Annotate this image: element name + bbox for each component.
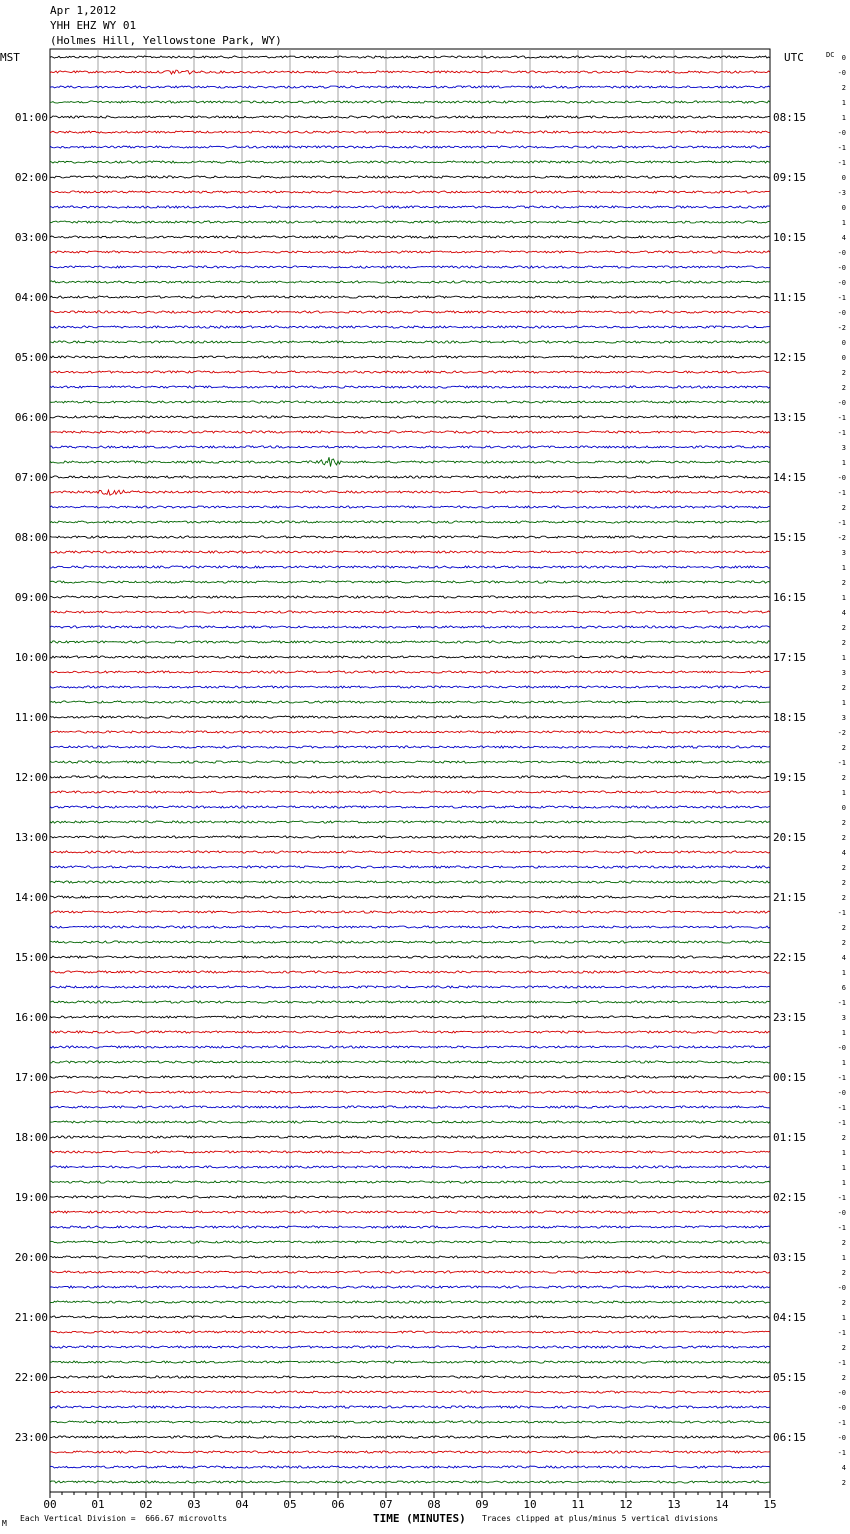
seismic-trace: [50, 1091, 770, 1093]
seismic-trace: [50, 131, 770, 133]
dc-offset-label: 1: [841, 594, 846, 602]
dc-offset-label: -1: [837, 1359, 846, 1367]
seismic-trace: [50, 716, 770, 718]
seismic-trace: [50, 1451, 770, 1453]
dc-offset-label: -1: [837, 414, 846, 422]
dc-offset-label: 1: [841, 99, 846, 107]
left-hour-label: 01:00: [14, 111, 48, 124]
right-hour-label: 10:15: [773, 231, 807, 244]
right-timezone-label: UTC: [784, 51, 804, 64]
left-hour-label: 12:00: [14, 771, 48, 784]
left-hour-label: 17:00: [14, 1071, 48, 1084]
x-tick-label: 11: [571, 1498, 585, 1511]
right-hour-label: 13:15: [773, 411, 807, 424]
right-hour-label: 09:15: [773, 171, 807, 184]
left-hour-label: 10:00: [14, 651, 48, 664]
dc-offset-label: -1: [837, 1194, 846, 1202]
seismic-trace: [50, 1016, 770, 1018]
right-hour-label: 19:15: [773, 771, 807, 784]
left-hour-label: 20:00: [14, 1251, 48, 1264]
seismic-trace: [50, 791, 770, 793]
left-hour-label: 06:00: [14, 411, 48, 424]
left-hour-label: 23:00: [14, 1431, 48, 1444]
dc-offset-label: 2: [841, 864, 846, 872]
seismic-trace: [50, 746, 770, 748]
dc-offset-label: 4: [841, 1464, 846, 1472]
seismic-trace: [50, 506, 770, 508]
seismic-trace: [50, 581, 770, 583]
seismic-trace: [50, 1211, 770, 1213]
dc-offset-label: -1: [837, 1224, 846, 1232]
dc-offset-label: 4: [841, 609, 846, 617]
dc-offset-label: -0: [837, 1404, 846, 1412]
x-tick-label: 05: [283, 1498, 297, 1511]
right-hour-label: 02:15: [773, 1191, 807, 1204]
left-hour-label: 15:00: [14, 951, 48, 964]
dc-offset-label: -0: [837, 1209, 846, 1217]
seismic-trace: [50, 656, 770, 658]
dc-offset-label: 3: [841, 444, 846, 452]
dc-offset-label: 0: [841, 804, 846, 812]
seismic-trace: [50, 701, 770, 703]
seismic-trace: [50, 971, 770, 973]
left-hour-label: 04:00: [14, 291, 48, 304]
seismic-trace: [50, 1406, 770, 1408]
x-axis-title: TIME (MINUTES): [373, 1512, 466, 1525]
dc-offset-label: -2: [837, 534, 846, 542]
seismic-trace: [50, 416, 770, 418]
seismic-trace: [50, 821, 770, 823]
dc-offset-label: 2: [841, 1479, 846, 1487]
dc-offset-label: -0: [837, 264, 846, 272]
seismic-trace: [50, 221, 770, 223]
seismic-trace: [50, 56, 770, 58]
seismic-trace: [50, 1001, 770, 1003]
seismic-trace: [50, 431, 770, 433]
dc-offset-label: 2: [841, 1344, 846, 1352]
right-hour-label: 04:15: [773, 1311, 807, 1324]
seismic-trace: [50, 521, 770, 523]
seismic-trace: [50, 941, 770, 943]
dc-offset-label: 2: [841, 624, 846, 632]
seismic-trace: [50, 86, 770, 88]
dc-offset-label: 1: [841, 219, 846, 227]
right-hour-label: 17:15: [773, 651, 807, 664]
dc-offset-label: -1: [837, 429, 846, 437]
dc-offset-label: 0: [841, 174, 846, 182]
right-hour-label: 12:15: [773, 351, 807, 364]
dc-offset-label: 2: [841, 1269, 846, 1277]
dc-offset-label: 3: [841, 714, 846, 722]
right-hour-label: 14:15: [773, 471, 807, 484]
dc-offset-label: 6: [841, 984, 846, 992]
x-tick-label: 15: [763, 1498, 777, 1511]
seismic-trace: [50, 1346, 770, 1348]
seismic-trace: [50, 1166, 770, 1168]
dc-offset-label: -1: [837, 1119, 846, 1127]
seismic-trace: [50, 881, 770, 883]
seismic-trace: [50, 1376, 770, 1378]
scale-note: Each Vertical Division = 666.67 microvolts: [20, 1514, 228, 1523]
right-hour-label: 08:15: [773, 111, 807, 124]
seismic-trace: [50, 341, 770, 343]
dc-offset-label: 3: [841, 669, 846, 677]
seismic-trace: [50, 986, 770, 988]
seismic-trace: [50, 281, 770, 283]
left-hour-label: 07:00: [14, 471, 48, 484]
dc-offset-label: -0: [837, 1389, 846, 1397]
seismic-trace: [50, 1361, 770, 1363]
seismic-trace: [50, 596, 770, 598]
dc-offset-label: 2: [841, 369, 846, 377]
seismic-trace: [50, 911, 770, 913]
right-hour-label: 22:15: [773, 951, 807, 964]
label-group: [15, 54, 846, 1511]
x-tick-label: 03: [187, 1498, 201, 1511]
dc-offset-label: -1: [837, 489, 846, 497]
dc-offset-label: -1: [837, 1074, 846, 1082]
seismic-trace: [50, 866, 770, 868]
dc-offset-label: 2: [841, 1134, 846, 1142]
seismic-trace: [50, 116, 770, 118]
dc-offset-label: 1: [841, 1314, 846, 1322]
corner-mark: M: [2, 1519, 7, 1528]
seismic-trace: [50, 761, 770, 763]
left-hour-label: 16:00: [14, 1011, 48, 1024]
x-tick-label: 08: [427, 1498, 441, 1511]
right-hour-label: 20:15: [773, 831, 807, 844]
dc-offset-label: 1: [841, 699, 846, 707]
dc-offset-label: 2: [841, 834, 846, 842]
seismic-trace: [50, 161, 770, 163]
seismic-trace: [50, 1481, 770, 1483]
dc-offset-label: 2: [841, 1374, 846, 1382]
header-station: YHH EHZ WY 01: [50, 19, 137, 32]
dc-offset-label: 1: [841, 564, 846, 572]
dc-offset-label: -1: [837, 909, 846, 917]
seismic-trace: [50, 611, 770, 613]
seismic-trace: [50, 1061, 770, 1063]
left-hour-label: 14:00: [14, 891, 48, 904]
seismic-trace: [50, 371, 770, 373]
dc-offset-label: -0: [837, 309, 846, 317]
seismic-trace: [50, 356, 770, 358]
seismic-trace: [50, 70, 770, 74]
seismic-trace: [50, 457, 770, 466]
x-tick-label: 14: [715, 1498, 729, 1511]
seismic-trace: [50, 626, 770, 628]
seismic-trace: [50, 446, 770, 448]
left-hour-label: 08:00: [14, 531, 48, 544]
dc-offset-label: 2: [841, 504, 846, 512]
seismic-trace: [50, 1391, 770, 1393]
dc-offset-label: 1: [841, 1164, 846, 1172]
seismic-trace: [50, 641, 770, 643]
dc-offset-label: -1: [837, 519, 846, 527]
dc-offset-label: 3: [841, 1014, 846, 1022]
dc-offset-label: -1: [837, 1329, 846, 1337]
dc-offset-label: -1: [837, 294, 846, 302]
left-hour-label: 18:00: [14, 1131, 48, 1144]
x-tick-label: 12: [619, 1498, 633, 1511]
right-hour-label: 05:15: [773, 1371, 807, 1384]
dc-offset-label: 1: [841, 114, 846, 122]
right-hour-label: 23:15: [773, 1011, 807, 1024]
dc-offset-label: 2: [841, 84, 846, 92]
seismic-trace: [50, 1331, 770, 1333]
seismic-trace: [50, 806, 770, 808]
seismic-trace: [50, 536, 770, 538]
seismic-trace: [50, 776, 770, 778]
right-hour-label: 11:15: [773, 291, 807, 304]
trace-group: [50, 56, 770, 1483]
right-hour-label: 15:15: [773, 531, 807, 544]
dc-offset-label: 1: [841, 1179, 846, 1187]
dc-offset-label: 0: [841, 354, 846, 362]
right-hour-label: 18:15: [773, 711, 807, 724]
dc-offset-label: 1: [841, 1254, 846, 1262]
dc-offset-label: -0: [837, 399, 846, 407]
x-tick-label: 02: [139, 1498, 153, 1511]
seismic-trace: [50, 266, 770, 268]
x-tick-label: 06: [331, 1498, 345, 1511]
dc-offset-label: -1: [837, 999, 846, 1007]
x-tick-label: 01: [91, 1498, 105, 1511]
seismic-trace: [50, 1121, 770, 1123]
clip-note: Traces clipped at plus/minus 5 vertical divisions: [482, 1514, 719, 1523]
seismic-trace: [50, 671, 770, 673]
seismic-trace: [50, 101, 770, 103]
dc-offset-label: 1: [841, 1059, 846, 1067]
dc-offset-label: 2: [841, 684, 846, 692]
left-hour-label: 11:00: [14, 711, 48, 724]
left-hour-label: 19:00: [14, 1191, 48, 1204]
seismic-trace: [50, 176, 770, 178]
left-hour-label: 22:00: [14, 1371, 48, 1384]
seismic-trace: [50, 1271, 770, 1273]
right-hour-label: 00:15: [773, 1071, 807, 1084]
right-hour-label: 03:15: [773, 1251, 807, 1264]
dc-offset-label: 4: [841, 849, 846, 857]
dc-offset-label: 0: [841, 339, 846, 347]
left-hour-label: 21:00: [14, 1311, 48, 1324]
header-date: Apr 1,2012: [50, 4, 117, 17]
seismic-trace: [50, 1301, 770, 1303]
dc-offset-label: -0: [837, 69, 846, 77]
seismic-trace: [50, 1031, 770, 1033]
dc-offset-label: -0: [837, 1089, 846, 1097]
dc-offset-label: 1: [841, 1029, 846, 1037]
left-hour-label: 03:00: [14, 231, 48, 244]
left-hour-label: 09:00: [14, 591, 48, 604]
dc-offset-label: -0: [837, 279, 846, 287]
seismic-trace: [50, 1241, 770, 1243]
dc-offset-label: 1: [841, 654, 846, 662]
seismic-trace: [50, 1436, 770, 1438]
seismic-trace: [50, 476, 770, 478]
seismic-trace: [50, 851, 770, 853]
dc-offset-label: -1: [837, 1419, 846, 1427]
seismic-trace: [50, 926, 770, 928]
header-location: (Holmes Hill, Yellowstone Park, WY): [50, 34, 282, 47]
dc-offset-label: -0: [837, 249, 846, 257]
dc-offset-label: 1: [841, 789, 846, 797]
dc-offset-label: 4: [841, 954, 846, 962]
dc-offset-label: -0: [837, 1044, 846, 1052]
dc-offset-label: -1: [837, 159, 846, 167]
seismic-trace: [50, 251, 770, 253]
dc-offset-label: 2: [841, 939, 846, 947]
dc-offset-label: 2: [841, 744, 846, 752]
dc-offset-label: 2: [841, 384, 846, 392]
seismic-trace: [50, 1151, 770, 1153]
dc-offset-label: 4: [841, 234, 846, 242]
dc-offset-label: 2: [841, 1299, 846, 1307]
seismic-trace: [50, 490, 770, 495]
seismic-trace: [50, 401, 770, 403]
seismic-trace: [50, 1196, 770, 1198]
seismic-trace: [50, 566, 770, 568]
seismic-trace: [50, 1256, 770, 1258]
dc-offset-label: -2: [837, 324, 846, 332]
seismic-trace: [50, 386, 770, 388]
dc-offset-label: 2: [841, 579, 846, 587]
seismic-trace: [50, 191, 770, 193]
dc-offset-label: -0: [837, 1434, 846, 1442]
dc-offset-label: 1: [841, 459, 846, 467]
seismic-trace: [50, 146, 770, 148]
seismic-trace: [50, 731, 770, 733]
right-hour-label: 16:15: [773, 591, 807, 604]
seismic-trace: [50, 1286, 770, 1288]
dc-offset-label: 2: [841, 894, 846, 902]
seismic-trace: [50, 1046, 770, 1048]
dc-offset-label: 2: [841, 639, 846, 647]
right-hour-label: 01:15: [773, 1131, 807, 1144]
dc-offset-label: 0: [841, 204, 846, 212]
x-tick-label: 10: [523, 1498, 537, 1511]
x-tick-label: 00: [43, 1498, 57, 1511]
seismic-trace: [50, 1466, 770, 1468]
dc-offset-label: -1: [837, 759, 846, 767]
dc-offset-label: -0: [837, 129, 846, 137]
left-hour-label: 05:00: [14, 351, 48, 364]
seismic-trace: [50, 1316, 770, 1318]
right-hour-label: 21:15: [773, 891, 807, 904]
dc-offset-label: -3: [837, 189, 846, 197]
x-tick-label: 09: [475, 1498, 489, 1511]
seismic-trace: [50, 1076, 770, 1078]
seismic-trace: [50, 311, 770, 313]
seismic-trace: [50, 836, 770, 838]
dc-offset-label: 2: [841, 924, 846, 932]
seismic-trace: [50, 1421, 770, 1423]
seismic-trace: [50, 1136, 770, 1138]
x-tick-label: 04: [235, 1498, 249, 1511]
dc-offset-label: 1: [841, 969, 846, 977]
dc-offset-label: 1: [841, 1149, 846, 1157]
dc-offset-label: -2: [837, 729, 846, 737]
dc-offset-label: 2: [841, 774, 846, 782]
x-tick-label: 07: [379, 1498, 393, 1511]
dc-offset-label: -1: [837, 1104, 846, 1112]
seismic-trace: [50, 1181, 770, 1183]
left-timezone-label: MST: [0, 51, 20, 64]
seismic-trace: [50, 956, 770, 958]
seismic-trace: [50, 1226, 770, 1228]
dc-offset-label: 0: [841, 54, 846, 62]
dc-offset-label: -0: [837, 1284, 846, 1292]
dc-offset-label: -1: [837, 1449, 846, 1457]
seismic-trace: [50, 326, 770, 328]
seismic-trace: [50, 896, 770, 898]
dc-offset-label: -0: [837, 474, 846, 482]
seismic-trace: [50, 206, 770, 208]
dc-offset-label: 2: [841, 879, 846, 887]
seismic-trace: [50, 236, 770, 238]
right-hour-label: 06:15: [773, 1431, 807, 1444]
seismic-trace: [50, 551, 770, 553]
seismic-trace: [50, 686, 770, 688]
dc-offset-label: 3: [841, 549, 846, 557]
seismic-trace: [50, 1106, 770, 1108]
left-hour-label: 02:00: [14, 171, 48, 184]
left-hour-label: 13:00: [14, 831, 48, 844]
x-tick-label: 13: [667, 1498, 681, 1511]
seismic-trace: [50, 296, 770, 298]
dc-offset-label: 2: [841, 1239, 846, 1247]
dc-offset-label: 2: [841, 819, 846, 827]
dc-header-label: DC: [826, 51, 835, 59]
dc-offset-label: -1: [837, 144, 846, 152]
